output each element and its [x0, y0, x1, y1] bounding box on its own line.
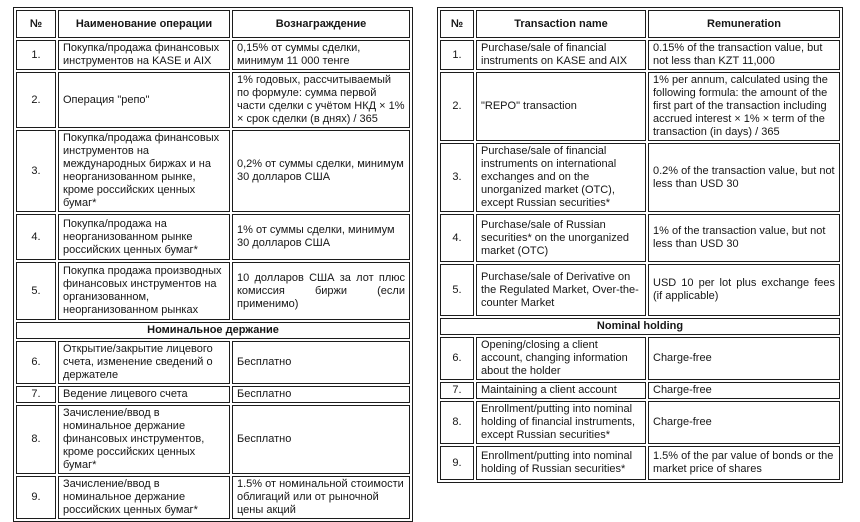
row-number-cell: 4. — [16, 214, 56, 260]
operation-name-cell: Ведение лицевого счета — [58, 386, 230, 403]
row-number-cell: 7. — [16, 386, 56, 403]
table-row — [440, 401, 840, 444]
col-header-num: № — [16, 10, 56, 38]
operation-name-cell: Открытие/закрытие лицевого счета, изменение сведений о держателе — [58, 341, 230, 384]
section-header-nominal-holding: Номинальное держание — [16, 322, 410, 339]
row-number-cell: 1. — [16, 40, 56, 70]
table-header-row — [440, 10, 840, 38]
row-number-cell: 1. — [440, 40, 474, 70]
fee-cell: Бесплатно — [232, 405, 410, 474]
fee-cell: Бесплатно — [232, 386, 410, 403]
row-number-cell: 6. — [16, 341, 56, 384]
table-row — [440, 382, 840, 399]
fee-cell: 1% годовых, рассчитываемый по формуле: сумма первой части сделки с учётом НКД × 1% × срок сделки (в днях) / 365 — [232, 72, 410, 128]
fee-cell: Charge-free — [648, 401, 840, 444]
row-number-cell: 9. — [440, 446, 474, 480]
row-number-cell: 4. — [440, 214, 474, 262]
col-header-num: № — [440, 10, 474, 38]
row-number-cell: 6. — [440, 337, 474, 380]
table-row — [440, 264, 840, 316]
tariff-tables-container — [13, 7, 843, 522]
table-row — [440, 143, 840, 212]
operation-name-cell: Purchase/sale of Russian securities* on the unorganized market (OTC) — [476, 214, 646, 262]
table-header-row — [16, 10, 410, 38]
operation-name-cell: Purchase/sale of Derivative on the Regulated Market, Over-the-counter Market — [476, 264, 646, 316]
fee-cell: USD 10 per lot plus exchange fees (if applicable) — [648, 264, 840, 316]
table-row — [16, 405, 410, 474]
table-row — [16, 476, 410, 519]
operation-name-cell: Зачисление/ввод в номинальное держание российских ценных бумаг* — [58, 476, 230, 519]
section-header-row — [440, 318, 840, 335]
table-row — [440, 337, 840, 380]
operation-name-cell: Операция "репо" — [58, 72, 230, 128]
fee-cell: 0.2% of the transaction value, but not less than USD 30 — [648, 143, 840, 212]
table-row — [16, 130, 410, 212]
table-row — [440, 40, 840, 70]
row-number-cell: 8. — [440, 401, 474, 444]
operation-name-cell: Purchase/sale of financial instruments on KASE and AIX — [476, 40, 646, 70]
fee-cell: 10 долларов США за лот плюс комиссия биржи (если применимо) — [232, 262, 410, 320]
operation-name-cell: "REPO" transaction — [476, 72, 646, 141]
operation-name-cell: Maintaining a client account — [476, 382, 646, 399]
operation-name-cell: Opening/closing a client account, changing information about the holder — [476, 337, 646, 380]
row-number-cell: 5. — [440, 264, 474, 316]
table-row — [440, 72, 840, 141]
tariff-table-russian — [13, 7, 413, 522]
operation-name-cell: Зачисление/ввод в номинальное держание финансовых инструментов, кроме российских ценных бумаг* — [58, 405, 230, 474]
row-number-cell: 2. — [16, 72, 56, 128]
table-row — [440, 214, 840, 262]
row-number-cell: 8. — [16, 405, 56, 474]
table-row — [16, 262, 410, 320]
fee-cell: 1% от суммы сделки, минимум 30 долларов США — [232, 214, 410, 260]
row-number-cell: 3. — [16, 130, 56, 212]
operation-name-cell: Enrollment/putting into nominal holding of financial instruments, except Russian securities* — [476, 401, 646, 444]
operation-name-cell: Покупка продажа производных финансовых инструментов на организованном, неорганизованном рынках — [58, 262, 230, 320]
row-number-cell: 3. — [440, 143, 474, 212]
row-number-cell: 2. — [440, 72, 474, 141]
tariff-table-english — [437, 7, 843, 483]
fee-cell: Бесплатно — [232, 341, 410, 384]
row-number-cell: 7. — [440, 382, 474, 399]
section-header-nominal-holding: Nominal holding — [440, 318, 840, 335]
fee-cell: Charge-free — [648, 382, 840, 399]
fee-cell: 1% per annum, calculated using the following formula: the amount of the first part of the transaction including accrued interest × 1% × term of the transaction (in days) / 365 — [648, 72, 840, 141]
fee-cell: 0,2% от суммы сделки, минимум 30 долларов США — [232, 130, 410, 212]
section-header-row — [16, 322, 410, 339]
table-row — [16, 40, 410, 70]
fee-cell: 0.15% of the transaction value, but not less than KZT 11,000 — [648, 40, 840, 70]
operation-name-cell: Purchase/sale of financial instruments on international exchanges and on the unorganized market (OTC), except Russian securities* — [476, 143, 646, 212]
table-row — [16, 72, 410, 128]
fee-cell: 1.5% от номинальной стоимости облигаций или от рыночной цены акций — [232, 476, 410, 519]
table-row — [16, 341, 410, 384]
fee-cell: 0,15% от суммы сделки, минимум 11 000 тенге — [232, 40, 410, 70]
table-row — [440, 446, 840, 480]
row-number-cell: 5. — [16, 262, 56, 320]
fee-cell: Charge-free — [648, 337, 840, 380]
fee-cell: 1.5% of the par value of bonds or the market price of shares — [648, 446, 840, 480]
col-header-fee: Вознаграждение — [232, 10, 410, 38]
col-header-name: Наименование операции — [58, 10, 230, 38]
operation-name-cell: Покупка/продажа финансовых инструментов на KASE и AIX — [58, 40, 230, 70]
operation-name-cell: Покупка/продажа финансовых инструментов на международных биржах и на неорганизованном рынке, кроме российских ценных бумаг* — [58, 130, 230, 212]
table-row — [16, 386, 410, 403]
table-row — [16, 214, 410, 260]
col-header-name: Transaction name — [476, 10, 646, 38]
operation-name-cell: Покупка/продажа на неорганизованном рынке российских ценных бумаг* — [58, 214, 230, 260]
row-number-cell: 9. — [16, 476, 56, 519]
operation-name-cell: Enrollment/putting into nominal holding of Russian securities* — [476, 446, 646, 480]
col-header-fee: Remuneration — [648, 10, 840, 38]
fee-cell: 1% of the transaction value, but not less than USD 30 — [648, 214, 840, 262]
